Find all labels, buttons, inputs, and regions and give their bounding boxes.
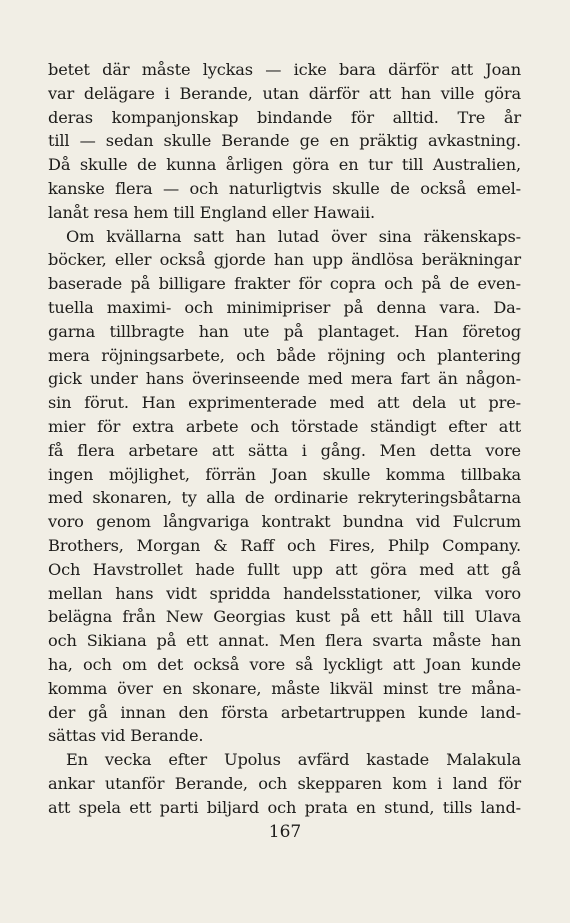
text-line: mellan hans vidt spridda handelsstationer, vilka voro bbox=[48, 583, 521, 603]
text-line: Då skulle de kunna årligen göra en tur till Australien, bbox=[48, 155, 521, 175]
text-line: mier för extra arbete och törstade ständigt efter att bbox=[48, 416, 521, 436]
text-line: belägna från New Georgias kust på ett håll till Ulava bbox=[48, 607, 521, 627]
text-line: garna tillbragte han ute på plantaget. Han företog bbox=[48, 321, 521, 341]
text-line: Och Havstrollet hade fullt upp att göra med att gå bbox=[48, 559, 521, 579]
text-line: och Sikiana på ett annat. Men flera svarta måste han bbox=[48, 631, 521, 651]
text-line: deras kompanjonskap bindande för alltid. Tre år bbox=[48, 107, 521, 127]
text-line: lanåt resa hem till England eller Hawaii. bbox=[48, 202, 376, 222]
text-line: ingen möjlighet, förrän Joan skulle komma tillbaka bbox=[48, 464, 521, 484]
text-line: ankar utanför Berande, och skepparen kom i land för bbox=[48, 773, 521, 793]
page-number: 167 bbox=[268, 822, 302, 842]
text-line: voro genom långvariga kontrakt bundna vid Fulcrum bbox=[48, 512, 521, 532]
text-line: gick under hans överinseende med mera fart än någon- bbox=[48, 369, 521, 389]
text-line: var delägare i Berande, utan därför att han ville göra bbox=[48, 83, 521, 103]
text-line: tuella maximi- och minimipriser på denna vara. Da- bbox=[48, 297, 521, 317]
text-line: böcker, eller också gjorde han upp ändlösa beräkningar bbox=[48, 250, 521, 270]
text-line: till — sedan skulle Berande ge en präktig avkastning. bbox=[48, 131, 521, 151]
text-line: sin förut. Han exprimenterade med att dela ut pre- bbox=[48, 393, 521, 413]
paragraph-start-line: Om kvällarna satt han lutad över sina räkenskaps- bbox=[66, 226, 521, 246]
text-line: ha, och om det också vore så lyckligt att Joan kunde bbox=[48, 654, 521, 674]
text-line: baserade på billigare frakter för copra och på de even- bbox=[48, 274, 521, 294]
text-line: med skonaren, ty alla de ordinarie rekryteringsbåtarna bbox=[48, 488, 521, 508]
text-line: kanske flera — och naturligtvis skulle de också emel- bbox=[48, 178, 521, 198]
text-line: mera röjningsarbete, och både röjning och plantering bbox=[48, 345, 521, 365]
text-line: sättas vid Berande. bbox=[48, 726, 204, 746]
text-line: få flera arbetare att sätta i gång. Men detta vore bbox=[48, 440, 521, 460]
text-line: komma över en skonare, måste likväl minst tre måna- bbox=[48, 678, 521, 698]
text-line: der gå innan den första arbetartruppen kunde land- bbox=[48, 702, 521, 722]
body-text bbox=[48, 58, 521, 820]
paragraph-start-line: En vecka efter Upolus avfärd kastade Malakula bbox=[66, 750, 521, 770]
text-line: att spela ett parti biljard och prata en stund, tills land- bbox=[48, 797, 521, 817]
text-line: betet där måste lyckas — icke bara därför att Joan bbox=[48, 60, 521, 79]
text-line: Brothers, Morgan & Raff och Fires, Philp Company. bbox=[48, 535, 521, 555]
